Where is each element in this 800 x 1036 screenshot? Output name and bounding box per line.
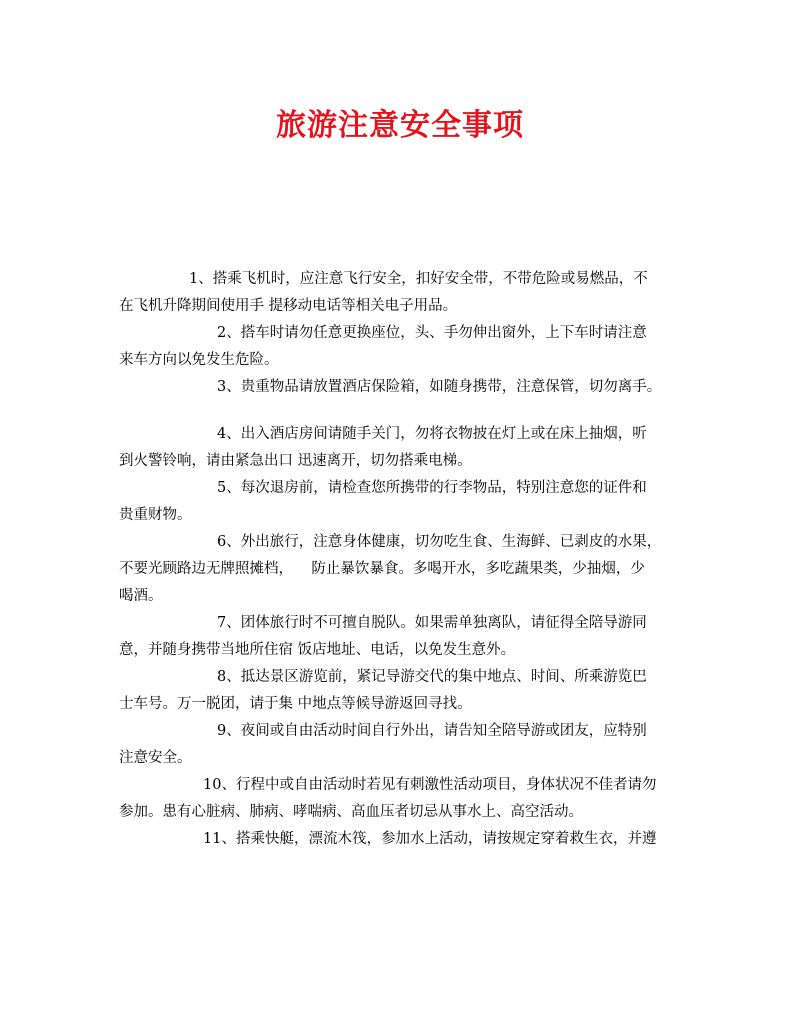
- paragraph: [119, 826, 685, 853]
- paragraph-line: 在飞机升降期间使用手 提移动电话等相关电子用品。: [119, 298, 458, 314]
- paragraph: [119, 529, 685, 610]
- paragraph-line: 来车方向以免发生危险。: [119, 352, 279, 368]
- paragraph-line: 5、每次退房前，请检查您所携带的行李物品，特别注意您的证件和: [217, 480, 647, 496]
- paragraph: [119, 610, 685, 664]
- paragraph-line: 11、搭乘快艇，漂流木筏，参加水上活动，请按规定穿着救生衣，并遵: [203, 831, 657, 847]
- paragraph-line: 4、出入酒店房间请随手关门，勿将衣物披在灯上或在床上抽烟，听: [217, 426, 647, 442]
- paragraph: [119, 772, 685, 826]
- paragraph-line: 不要光顾路边无牌照摊档， 防止暴饮暴食。多喝开水，多吃蔬果类，少抽烟，少: [119, 561, 645, 577]
- paragraph-line: 9、夜间或自由活动时间自行外出，请告知全陪导游或团友，应特别: [217, 723, 647, 739]
- paragraph-line: 8、抵达景区游览前，紧记导游交代的集中地点、时间、所乘游览巴: [217, 669, 647, 685]
- paragraph: [119, 718, 685, 772]
- paragraph: [119, 320, 685, 374]
- paragraph-line: 2、搭车时请勿任意更换座位，头、手勿伸出窗外，上下车时请注意: [217, 325, 647, 341]
- paragraph: [119, 664, 685, 718]
- paragraph-line: 注意安全。: [119, 750, 192, 766]
- paragraph: [119, 374, 685, 401]
- paragraph-line: 喝酒。: [119, 588, 163, 604]
- paragraph-line: 6、外出旅行，注意身体健康，切勿吃生食、生海鲜、已剥皮的水果，: [217, 534, 662, 550]
- paragraph-line: 7、团体旅行时不可擅自脱队。如果需单独离队，请征得全陪导游同: [217, 615, 647, 631]
- paragraph-line: 意，并随身携带当地所住宿 饭店地址、电话，以免发生意外。: [119, 642, 516, 658]
- document-title: 旅游注意安全事项: [276, 108, 524, 143]
- paragraph-line: 贵重财物。: [119, 507, 192, 523]
- paragraph-line: 到火警铃响，请由紧急出口 迅速离开，切勿搭乘电梯。: [119, 453, 472, 469]
- paragraph: [119, 421, 685, 475]
- paragraph: [119, 266, 685, 320]
- paragraph-line: 参加。患有心脏病、肺病、哮喘病、高血压者切忌从事水上、高空活动。: [119, 804, 583, 820]
- paragraph-line: 1、搭乘飞机时，应注意飞行安全，扣好安全带，不带危险或易燃品，不: [189, 271, 648, 287]
- paragraph: [119, 475, 685, 529]
- document-body: [119, 266, 685, 853]
- paragraph-line: 10、行程中或自由活动时若见有刺激性活动项目，身体状况不佳者请勿: [203, 777, 657, 793]
- paragraph-line: 士车号。万一脱团，请于集 中地点等候导游返回寻找。: [119, 696, 472, 712]
- paragraph-line: 3、贵重物品请放置酒店保险箱，如随身携带，注意保管，切勿离手。: [217, 379, 662, 395]
